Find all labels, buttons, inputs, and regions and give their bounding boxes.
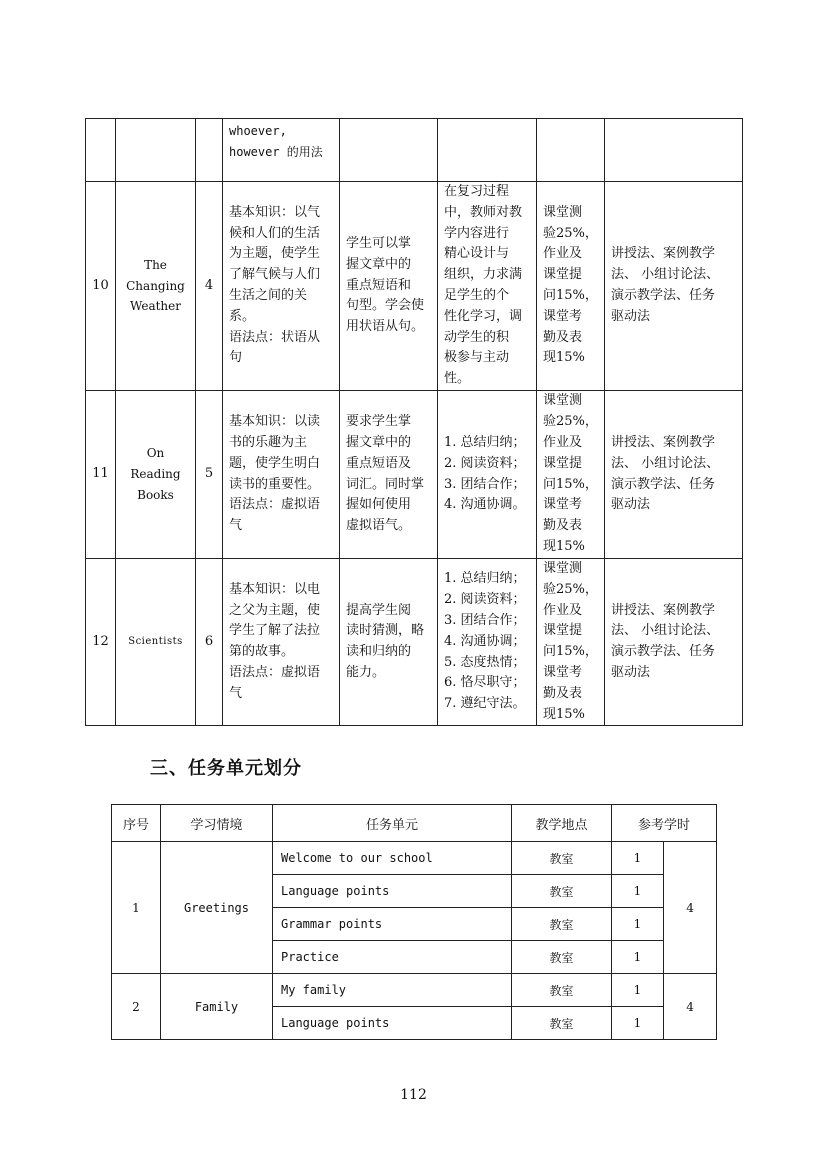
teaching-line: 法、 小组讨论法、 [611,623,720,639]
teaching-line: 讲授法、案例教学 [611,246,716,262]
title-line: Changing [126,278,185,293]
cell-total-hours: 4 [664,974,717,1040]
table-row [86,559,743,726]
content-line: 语法点：虚拟语 [229,497,321,513]
header-no: 序号 [112,805,161,842]
content-line: 句 [229,350,243,366]
title-line: On [146,446,165,461]
title-line: Scientists [128,635,183,647]
teaching-line: 演示教学法、任务 [611,644,716,660]
assessment-line: 现15% [543,706,585,722]
cell-content [223,119,340,182]
method-line: 7. 遵纪守法。 [444,696,526,712]
method-line: 2. 阅读资料； [444,455,526,471]
teaching-line: 驱动法 [611,308,651,324]
assessment-line: 问15%， [543,288,598,303]
method-line: 极参与主动 [444,350,510,366]
content-line: 基本知识：以读 [229,414,321,430]
cell-location: 教室 [512,974,612,1007]
table-row [86,391,743,559]
cell-unit: Grammar points [273,908,512,941]
content-line: 基本知识：以电 [229,581,321,597]
cell-assessment [537,119,605,182]
content-line: 基本知识：以气 [229,204,321,220]
assessment-line: 课堂测 [543,561,583,576]
cell-teaching [605,559,743,726]
cell-goal [340,182,438,391]
content-line: 生活之间的关 [229,288,308,303]
content-line: 气 [229,518,243,534]
content-line: 语法点：状语从 [229,329,321,345]
method-line: 5. 态度热情； [444,654,526,670]
goal-line: 握文章中的 [346,256,412,272]
title-line: Reading [130,467,181,482]
cell-no: 1 [112,842,161,974]
method-line: 性化学习，调 [444,308,523,324]
cell-method [438,559,537,726]
assessment-line: 问15%， [543,644,598,660]
teaching-line: 讲授法、案例教学 [611,602,716,618]
section-heading: 三、任务单元划分 [150,758,302,779]
goal-line: 句型。学会使 [346,298,425,314]
table-row-continuation [86,119,743,182]
table-row [86,182,743,391]
cell-content [223,559,340,726]
cell-title [116,559,196,726]
method-line: 1. 总结归纳； [444,434,526,450]
goal-line: 提高学生阅 [346,602,412,618]
content-line: 为主题，使学生 [229,246,321,262]
method-line: 足学生的个 [444,288,510,303]
goal-line: 能力。 [346,664,386,680]
goal-line: 重点短语及 [346,455,412,471]
teaching-line: 法、 小组讨论法、 [611,455,720,471]
cell-location: 教室 [512,875,612,908]
cell-teaching [605,119,743,182]
cell-method [438,119,537,182]
assessment-line: 作业及 [543,602,583,618]
assessment-line: 课堂测 [543,204,583,220]
method-line: 4. 沟通协调。 [444,497,526,513]
cell-hours [196,119,223,182]
header-situation: 学习情境 [161,805,273,842]
teaching-line: 演示教学法、任务 [611,288,716,303]
assessment-line: 课堂提 [543,455,583,471]
cell-location: 教室 [512,941,612,974]
assessment-line: 勤及表 [543,329,583,345]
goal-line: 词汇。同时掌 [346,476,425,492]
assessment-line: 课堂提 [543,623,583,639]
cell-situation: Greetings [161,842,273,974]
method-line: 2. 阅读资料； [444,592,526,608]
header-location: 教学地点 [512,805,612,842]
title-line: The [144,257,167,272]
content-line: 系。 [229,308,256,324]
cell-title [116,182,196,391]
goal-line: 读时猜测，略 [346,623,425,639]
assessment-line: 课堂测 [543,393,583,409]
title-line: Books [137,487,174,502]
teaching-line: 驱动法 [611,664,651,680]
cell-hours: 5 [196,391,223,559]
method-line: 性。 [444,371,471,387]
method-line: 精心设计与 [444,246,510,262]
method-line: 组织，力求满 [444,267,523,283]
cell-location: 教室 [512,908,612,941]
cell-no: 10 [86,182,116,391]
method-line: 3. 团结合作； [444,612,526,628]
cell-no [86,119,116,182]
assessment-line: 课堂考 [543,308,583,324]
content-line: 学生了解了法拉 [229,623,321,639]
cell-content [223,391,340,559]
method-line: 在复习过程 [444,184,510,200]
cell-hours: 4 [196,182,223,391]
teaching-line: 驱动法 [611,497,651,513]
cell-goal [340,391,438,559]
cell-unit: My family [273,974,512,1007]
goal-line: 握如何使用 [346,497,412,513]
cell-location: 教室 [512,1007,612,1040]
assessment-line: 验25%， [543,581,598,597]
goal-line: 握文章中的 [346,434,412,450]
assessment-line: 问15%， [543,476,598,492]
method-line: 1. 总结归纳； [444,571,526,587]
cell-situation: Family [161,974,273,1040]
cell-method [438,391,537,559]
table-row [112,974,717,1007]
cell-no: 2 [112,974,161,1040]
goal-line: 用状语从句。 [346,319,425,335]
content-line: 书的乐趣为主 [229,434,308,450]
cell-title [116,391,196,559]
task-unit-table [111,804,717,1040]
cell-hours: 1 [612,941,664,974]
cell-hours: 1 [612,908,664,941]
page-number: 112 [400,1087,427,1103]
assessment-line: 作业及 [543,246,583,262]
cell-assessment [537,391,605,559]
assessment-line: 现15% [543,538,585,554]
cell-hours: 1 [612,1007,664,1040]
assessment-line: 课堂考 [543,664,583,680]
teaching-line: 法、 小组讨论法、 [611,267,720,283]
cell-hours: 1 [612,974,664,1007]
content-line: 第的故事。 [229,644,295,660]
method-line: 6. 恪尽职守； [444,675,526,691]
goal-line: 学生可以掌 [346,236,412,251]
content-line: 之父为主题，使 [229,602,321,618]
header-unit: 任务单元 [273,805,512,842]
assessment-line: 课堂提 [543,267,583,283]
content-line: 候和人们的生活 [229,225,321,241]
assessment-line: 验25%， [543,225,598,241]
cell-no: 12 [86,559,116,726]
header-hours: 参考学时 [612,805,717,842]
content-line: 了解气候与人们 [229,267,321,283]
cell-unit: Practice [273,941,512,974]
assessment-line: 勤及表 [543,685,583,701]
cell-unit: Welcome to our school [273,842,512,875]
cell-goal [340,559,438,726]
content-line: whoever, [229,124,287,138]
method-line: 中，教师对教 [444,204,523,220]
cell-goal [340,119,438,182]
content-line: 语法点：虚拟语 [229,664,321,680]
method-line: 动学生的积 [444,329,510,345]
content-line: however 的用法 [229,144,323,159]
cell-hours: 6 [196,559,223,726]
teaching-line: 演示教学法、任务 [611,476,716,492]
cell-location: 教室 [512,842,612,875]
cell-assessment [537,559,605,726]
goal-line: 虚拟语气。 [346,518,412,534]
cell-hours: 1 [612,875,664,908]
cell-hours: 1 [612,842,664,875]
cell-title [116,119,196,182]
assessment-line: 验25%， [543,414,598,430]
cell-assessment [537,182,605,391]
method-line: 3. 团结合作； [444,476,526,492]
assessment-line: 作业及 [543,434,583,450]
table-header-row [112,805,717,842]
teaching-line: 讲授法、案例教学 [611,434,716,450]
content-line: 读书的重要性。 [229,476,321,492]
table-row [112,842,717,875]
content-line: 气 [229,685,243,701]
cell-teaching [605,182,743,391]
cell-method [438,182,537,391]
cell-unit: Language points [273,875,512,908]
cell-content [223,182,340,391]
cell-teaching [605,391,743,559]
method-line: 4. 沟通协调； [444,633,526,649]
content-line: 题，使学生明白 [229,455,321,471]
assessment-line: 勤及表 [543,518,583,534]
method-line: 学内容进行 [444,225,510,241]
cell-no: 11 [86,391,116,559]
goal-line: 重点短语和 [346,277,412,293]
assessment-line: 课堂考 [543,497,583,513]
goal-line: 读和归纳的 [346,644,412,660]
title-line: Weather [130,299,181,314]
course-schedule-table [85,118,743,726]
cell-total-hours: 4 [664,842,717,974]
goal-line: 要求学生掌 [346,414,412,430]
assessment-line: 现15% [543,350,585,366]
cell-unit: Language points [273,1007,512,1040]
